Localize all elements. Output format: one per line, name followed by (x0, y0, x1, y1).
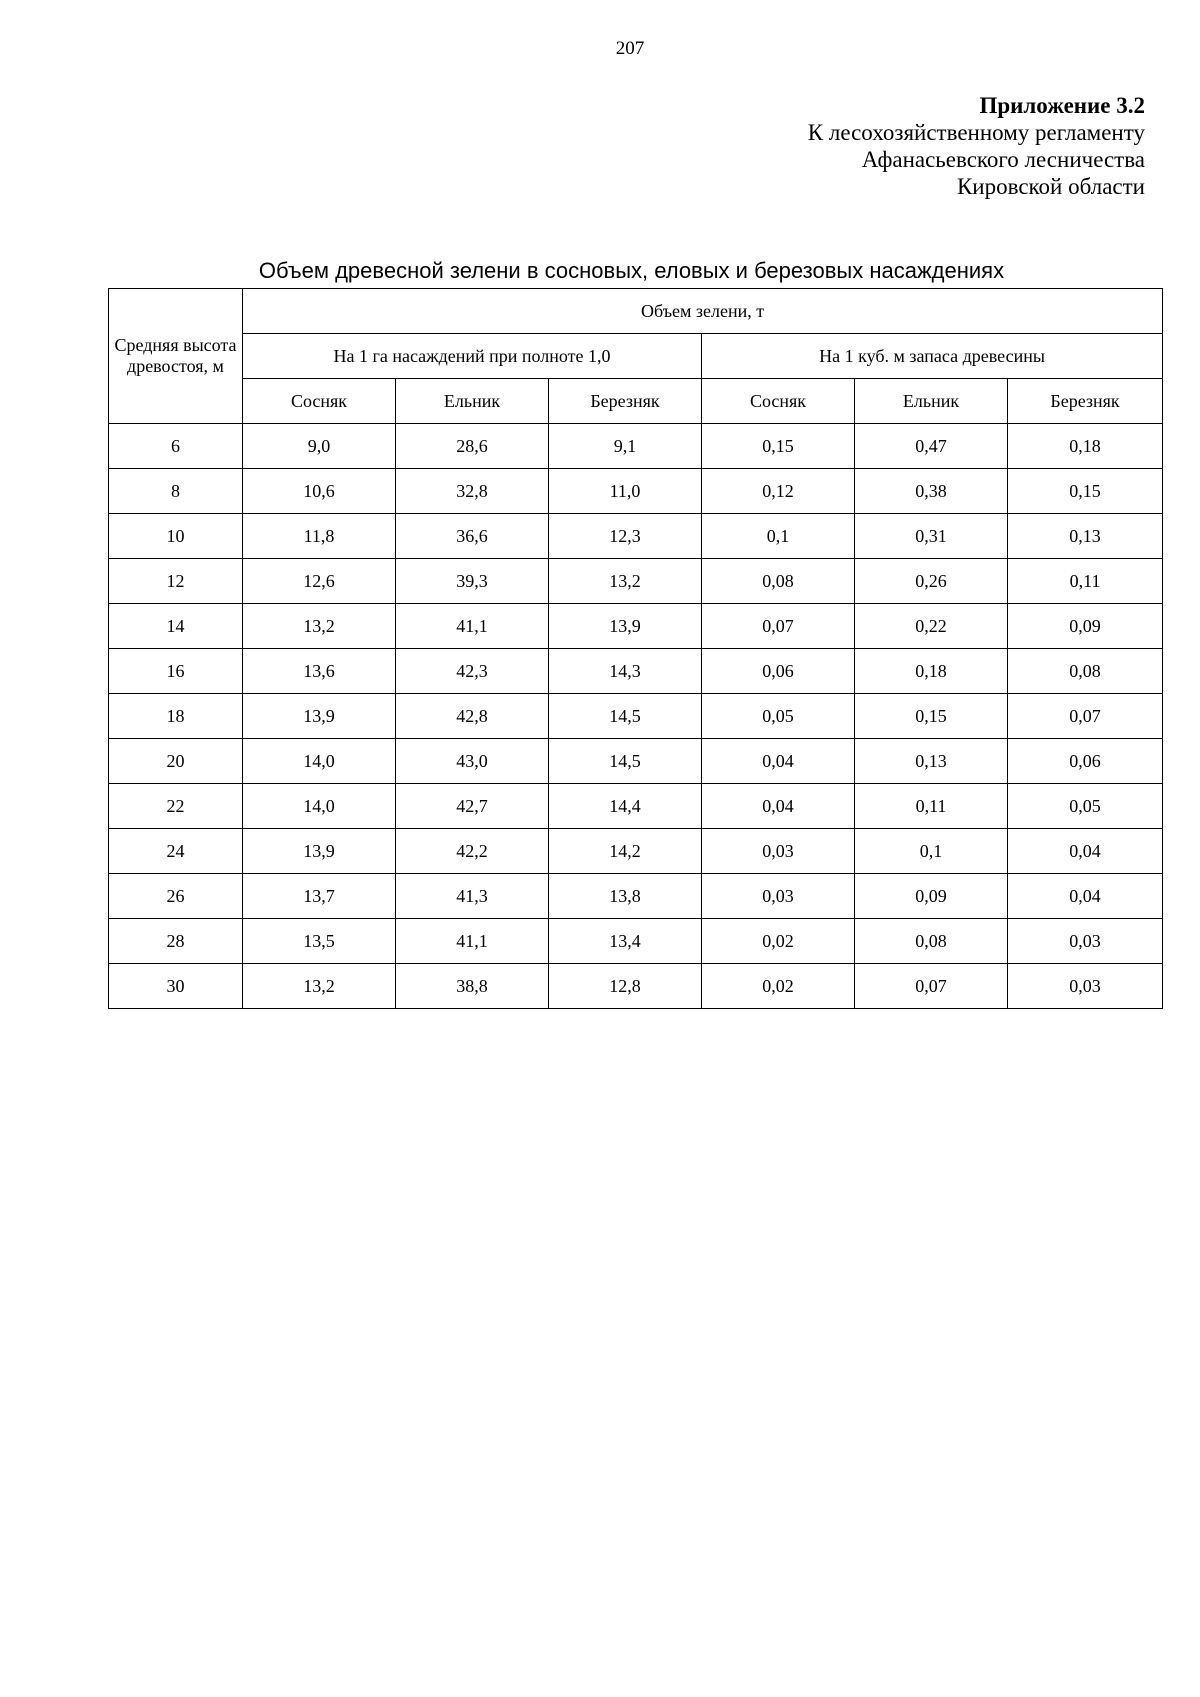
table-cell: 12,8 (549, 964, 702, 1009)
height-cell: 14 (109, 604, 243, 649)
species-header: Сосняк (243, 379, 396, 424)
height-cell: 10 (109, 514, 243, 559)
table-row (109, 829, 1163, 874)
table-cell: 0,15 (855, 694, 1008, 739)
table-cell: 0,05 (702, 694, 855, 739)
table-row (109, 919, 1163, 964)
species-header: Сосняк (702, 379, 855, 424)
table-row (109, 559, 1163, 604)
table-cell: 13,2 (243, 604, 396, 649)
table-cell: 0,08 (855, 919, 1008, 964)
table-cell: 13,9 (243, 829, 396, 874)
table-cell: 9,0 (243, 424, 396, 469)
page-number: 207 (615, 38, 645, 59)
table-cell: 0,04 (702, 739, 855, 784)
table-cell: 0,18 (855, 649, 1008, 694)
table-cell: 32,8 (396, 469, 549, 514)
appendix-line-3: Кировской области (956, 174, 1145, 199)
table-cell: 13,5 (243, 919, 396, 964)
table-row (109, 514, 1163, 559)
height-cell: 24 (109, 829, 243, 874)
table-cell: 42,2 (396, 829, 549, 874)
table-row (109, 694, 1163, 739)
appendix-title: Приложение 3.2 (979, 93, 1145, 118)
table-row (109, 469, 1163, 514)
appendix-line-1: К лесохозяйственному регламенту (807, 120, 1145, 145)
table-cell: 13,2 (549, 559, 702, 604)
table-title: Объем древесной зелени в сосновых, еловых и березовых насаждениях (258, 258, 1005, 283)
table-cell: 0,02 (702, 919, 855, 964)
table-cell: 0,07 (1008, 694, 1163, 739)
table-cell: 0,09 (1008, 604, 1163, 649)
table-cell: 0,04 (1008, 829, 1163, 874)
table-cell: 13,8 (549, 874, 702, 919)
table-cell: 0,03 (702, 829, 855, 874)
height-cell: 16 (109, 649, 243, 694)
table-cell: 38,8 (396, 964, 549, 1009)
table-cell: 0,03 (702, 874, 855, 919)
table-cell: 0,08 (1008, 649, 1163, 694)
height-cell: 18 (109, 694, 243, 739)
table-cell: 41,1 (396, 919, 549, 964)
table-cell: 0,26 (855, 559, 1008, 604)
table-row (109, 649, 1163, 694)
table-cell: 0,06 (702, 649, 855, 694)
table-cell: 0,12 (702, 469, 855, 514)
table-cell: 36,6 (396, 514, 549, 559)
table-row (109, 424, 1163, 469)
height-cell: 22 (109, 784, 243, 829)
table-cell: 0,06 (1008, 739, 1163, 784)
table-cell: 41,3 (396, 874, 549, 919)
per-cubic-meter-header: На 1 куб. м запаса древесины (702, 334, 1163, 379)
table-cell: 13,9 (549, 604, 702, 649)
table-row (109, 784, 1163, 829)
table-cell: 14,0 (243, 739, 396, 784)
height-cell: 20 (109, 739, 243, 784)
table-cell: 43,0 (396, 739, 549, 784)
table-cell: 12,3 (549, 514, 702, 559)
green-volume-table (108, 288, 1163, 1009)
table-cell: 0,05 (1008, 784, 1163, 829)
table-cell: 14,4 (549, 784, 702, 829)
species-header-row (109, 379, 1163, 424)
height-column-header: Средняя высота древостоя, м (109, 289, 243, 424)
height-cell: 12 (109, 559, 243, 604)
table-row (109, 964, 1163, 1009)
table-cell: 0,04 (702, 784, 855, 829)
table-cell: 0,11 (1008, 559, 1163, 604)
table-cell: 14,3 (549, 649, 702, 694)
table-cell: 14,0 (243, 784, 396, 829)
table-cell: 14,5 (549, 694, 702, 739)
table-cell: 11,0 (549, 469, 702, 514)
table-cell: 12,6 (243, 559, 396, 604)
table-cell: 13,7 (243, 874, 396, 919)
height-cell: 26 (109, 874, 243, 919)
table-cell: 13,9 (243, 694, 396, 739)
table-cell: 0,11 (855, 784, 1008, 829)
volume-header: Объем зелени, т (243, 289, 1163, 334)
table-cell: 0,15 (702, 424, 855, 469)
height-cell: 30 (109, 964, 243, 1009)
table-cell: 13,2 (243, 964, 396, 1009)
table-cell: 13,4 (549, 919, 702, 964)
species-header: Ельник (855, 379, 1008, 424)
species-header: Березняк (549, 379, 702, 424)
appendix-block (808, 92, 1145, 200)
table-row (109, 739, 1163, 784)
table-cell: 0,18 (1008, 424, 1163, 469)
table-cell: 0,15 (1008, 469, 1163, 514)
table-cell: 9,1 (549, 424, 702, 469)
table-cell: 10,6 (243, 469, 396, 514)
table-cell: 42,7 (396, 784, 549, 829)
table-cell: 13,6 (243, 649, 396, 694)
table-row (109, 604, 1163, 649)
table-cell: 0,38 (855, 469, 1008, 514)
table-cell: 0,09 (855, 874, 1008, 919)
table-cell: 0,08 (702, 559, 855, 604)
species-header: Ельник (396, 379, 549, 424)
table-cell: 0,07 (702, 604, 855, 649)
table-cell: 0,04 (1008, 874, 1163, 919)
height-cell: 8 (109, 469, 243, 514)
height-cell: 6 (109, 424, 243, 469)
table-cell: 42,8 (396, 694, 549, 739)
table-cell: 42,3 (396, 649, 549, 694)
table-body (109, 424, 1163, 1009)
table-cell: 0,31 (855, 514, 1008, 559)
table-cell: 0,02 (702, 964, 855, 1009)
per-hectare-header: На 1 га насаждений при полноте 1,0 (243, 334, 702, 379)
table-cell: 0,47 (855, 424, 1008, 469)
height-cell: 28 (109, 919, 243, 964)
table-cell: 14,5 (549, 739, 702, 784)
table-cell: 28,6 (396, 424, 549, 469)
table-cell: 39,3 (396, 559, 549, 604)
table-cell: 0,1 (855, 829, 1008, 874)
species-header: Березняк (1008, 379, 1163, 424)
table-cell: 0,03 (1008, 964, 1163, 1009)
table-cell: 0,1 (702, 514, 855, 559)
table-cell: 0,22 (855, 604, 1008, 649)
table-cell: 41,1 (396, 604, 549, 649)
table-cell: 11,8 (243, 514, 396, 559)
table-cell: 14,2 (549, 829, 702, 874)
appendix-line-2: Афанасьевского лесничества (861, 147, 1145, 172)
table-cell: 0,03 (1008, 919, 1163, 964)
table-cell: 0,13 (855, 739, 1008, 784)
table-cell: 0,13 (1008, 514, 1163, 559)
table-row (109, 874, 1163, 919)
table-cell: 0,07 (855, 964, 1008, 1009)
